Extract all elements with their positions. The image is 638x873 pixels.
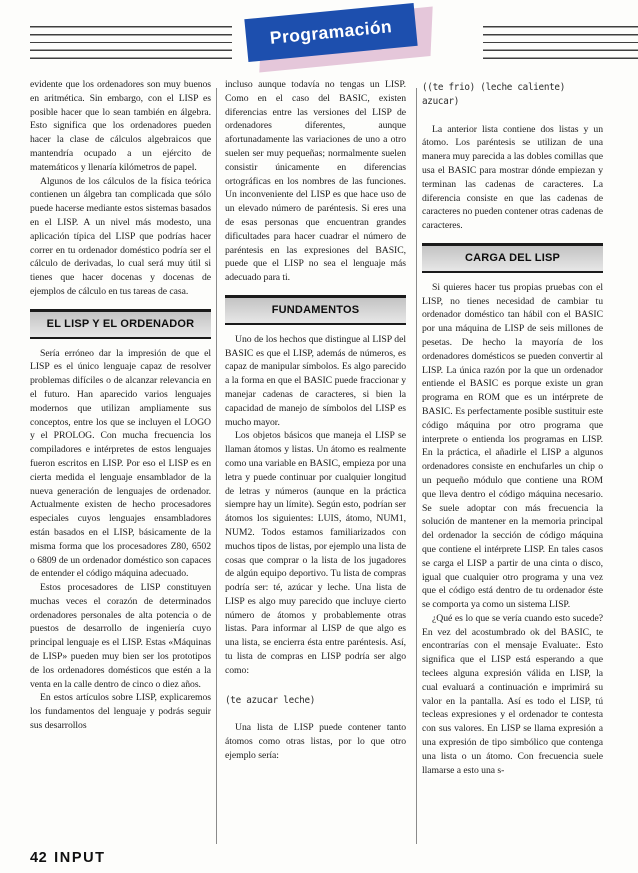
lisp-code-line: (te azucar leche) <box>225 694 316 706</box>
header-rules-left <box>30 26 232 60</box>
body-paragraph: Si quieres hacer tus propias pruebas con el LISP, no tienes necesidad de cambiar tu ordenador doméstico tan hábil con el BASIC por una máquina de LISP de seis millones de pesetas. De hecho la mayoría de los ordenadores domésticos se pueden convertir al LISP. La única razón por la que un ordenador entiende el BASIC es porque existe un gran programa en ROM que es un intérprete de BASIC. Es perfectamente posible sustituir este código máquina por otro programa que interprete o entienda los programas en LISP. En la práctica, el añadirle el LISP a algunos ordenadores consiste en enchufarles un chip o un pequeño módulo que contiene una ROM que lleva dentro el código máquina necesario. Se suele adoptar con más frecuencia la solución de mantener en la memoria principal del ordenador la sección de código máquina que contiene el intérprete LISP. En tales casos se carga el LISP a partir de una cinta o disco, igual que cualquier otro programa y una vez que el código está dentro de tu ordenador éste se comporta ya como un sistema LISP. <box>422 281 603 611</box>
body-paragraph: Algunos de los cálculos de la física teórica contienen un álgebra tan complicada que sólo puede hacerse mediante estos sistemas basados en el LISP. A un nivel más modesto, una aplicación típica del LISP que podrías hacer correr en tu ordenador doméstico podría ser el cálculo de derivadas, lo cual será muy útil si tienes que hacer docenas y docenas de ejemplos de cálculo en tus tareas de casa. <box>30 175 211 297</box>
body-paragraph: En estos artículos sobre LISP, explicaremos los fundamentos del lenguaje y podrás seguir sus desarrollos <box>30 692 211 732</box>
column-divider-rule <box>416 88 417 844</box>
section-heading: CARGA DEL LISP <box>422 243 603 273</box>
header-rules-right <box>483 26 638 60</box>
body-paragraph: ¿Qué es lo que se vería cuando esto sucede? En vez del acostumbrado ok del BASIC, te encontrarías con el mensaje Evaluate:. Esto significa que el LISP está esperando a que teclees alguna expresión válida en LISP, la cual evaluará a continuación e imprimirá su valor en la pantalla. Así es todo el LISP, tú tecleas expresiones y el ordenador te contesta con sus valores. En LISP se llama expresión a una expresión de tipo simbólico que contenga una lista o un átomo. Con frecuencia suele llamarse a esto una s- <box>422 612 603 776</box>
body-paragraph: incluso aunque todavía no tengas un LISP. Como en el caso del BASIC, existen diferencias entre las versiones del LISP de ordenadores diferentes, aunque afortunadamente las variaciones de uno a otro suelen ser muy pequeñas; normalmente suelen consistir únicamente en diferencias ortográficas en los nombres de las funciones. Un inconveniente del LISP es que hace uso de un elevado número de paréntesis. Si eres una de esas personas que encuentran grandes dificultades para hacer cuadrar el número de paréntesis en las expresiones del BASIC, puede que el LISP no sea el lenguaje más adecuado para ti. <box>225 79 406 284</box>
section-heading: FUNDAMENTOS <box>225 295 406 325</box>
text-column-1 <box>30 78 211 850</box>
page-footer <box>30 850 106 866</box>
body-paragraph: evidente que los ordenadores son muy buenos en aritmética. Sin embargo, con el LISP es posible hacer que lo sean también en álgebra. Esto significa que los ordenadores pueden hacer la clase de cálculos algebraicos que mantendría ocupado a un ejército de matemáticos y llenaría kilómetros de papel. <box>30 79 211 173</box>
text-column-3 <box>422 78 603 850</box>
section-banner <box>244 8 438 76</box>
text-column-2 <box>225 78 406 850</box>
magazine-name: INPUT <box>54 850 106 866</box>
body-paragraph: Sería erróneo dar la impresión de que el LISP es el único lenguaje capaz de resolver problemas difíciles o de alcanzar relevancia en el futuro. Han aparecido varios lenguajes modernos que utilizan ampliamente sus conceptos, entre los que se incluyen el LOGO y el PROLOG. Con mucha frecuencia los compiladores e intérpretes de estos lenguajes fueron escritos en LISP. Por eso el LISP es en cierta medida el lenguaje ensamblador de la nueva generación de lenguajes de ordenador. Actualmente existen de hecho procesadores especiales cuyos lenguajes ensambladores están basados en el LISP, básicamente de la misma forma que los procesadores Z80, 6502 o 6809 de un ordenador doméstico son capaces de entender el código máquina adecuado. <box>30 347 211 580</box>
body-paragraph: Estos procesadores de LISP constituyen muchas veces el corazón de determinados ordenadores personales de alta potencia o de puestos de desarrollo de ingeniería cuyo principal lenguaje es el LISP. Estas «Máquinas de LISP» pueden muy bien ser los prototipos de los ordenadores domésticos que estén a la venta en la calle dentro de cinco o diez años. <box>30 582 211 690</box>
body-paragraph: Los objetos básicos que maneja el LISP se llaman átomos y listas. Un átomo es realmente como una variable en BASIC, empieza por una letra y puede continuar por cualquier longitud de letras y números (aunque en la práctica siempre hay un límite). Según esto, podrían ser átomos los siguientes: LUIS, átomo, NUM1, NUM2. Todos estamos familiarizados con muchos tipos de listas, por ejemplo una lista de cosas que comprar o la lista de los jugadores de algún equipo deportivo. Tu lista de compras podría ser: té, azúcar y leche. Una lista de LISP es algo muy parecido que incluye cierto número de átomos y probablemente otras listas. Para informar al LISP de que algo es una lista, se encierra ésta entre paréntesis. Así, tu lista de compras en LISP podría ser algo como: <box>225 430 406 676</box>
section-heading: EL LISP Y EL ORDENADOR <box>30 309 211 339</box>
body-paragraph: Una lista de LISP puede contener tanto átomos como otras listas, por lo que otro ejemplo sería: <box>225 722 406 762</box>
body-paragraph: La anterior lista contiene dos listas y un átomo. Los paréntesis se utilizan de una manera muy parecida a las dobles comillas que usa el BASIC para mostrar dónde empiezan y terminan las cadenas de caracteres. La diferencia consiste en que las cadenas de caracteres no pueden contener otras cadenas de caracteres. <box>422 123 603 232</box>
page-number: 42 <box>30 850 48 866</box>
column-divider-rule <box>216 88 217 844</box>
lisp-code-line: ((te frio) (leche caliente) azucar) <box>422 82 566 107</box>
banner-label: Programación <box>269 16 393 48</box>
body-paragraph: Uno de los hechos que distingue al LISP del BASIC es que el LISP, además de números, es capaz de manipular símbolos. Es algo parecido a la forma en que el BASIC puede fraccionar y manejar cadenas de caracteres, si bien la capacidad de manejo de símbolos del LISP es mucho mayor. <box>225 333 406 428</box>
